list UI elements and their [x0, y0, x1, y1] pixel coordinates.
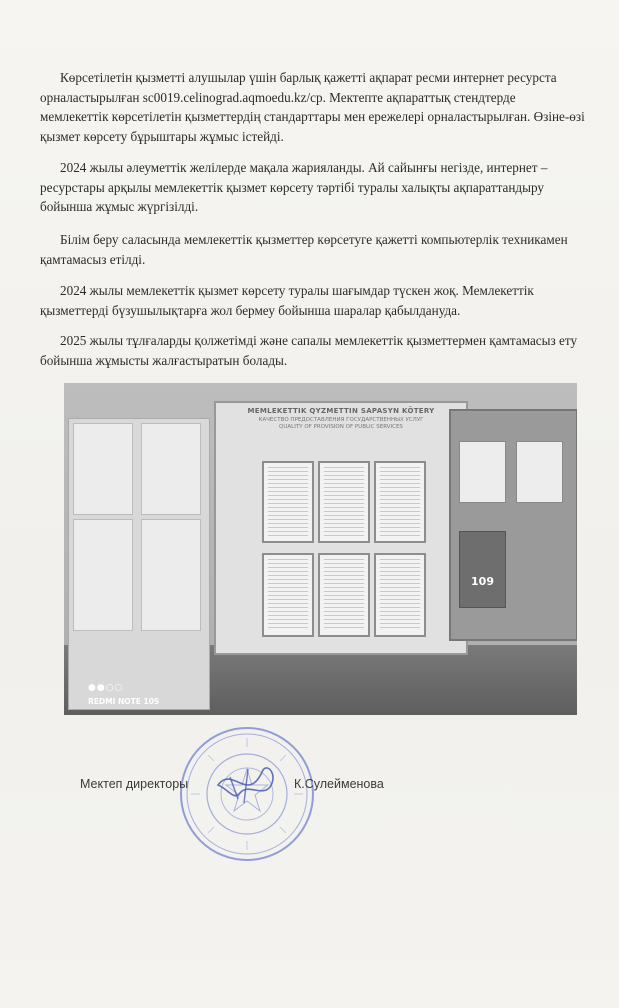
- door-pane: [73, 423, 133, 515]
- info-stand-photo: [64, 383, 577, 715]
- side-document: [516, 441, 563, 503]
- photo-dots: ●●○○: [88, 683, 124, 693]
- board-document: [318, 553, 370, 637]
- signature-row: [80, 777, 410, 797]
- board-title: MEMLEKETTIK QYZMETTIN SAPASYN KÖTERY: [247, 407, 435, 415]
- poster-109: 109: [459, 531, 506, 608]
- door-pane: [141, 519, 201, 631]
- photo-left-door: [68, 418, 210, 710]
- board-document: [374, 461, 426, 543]
- paragraph-info-resources: Көрсетілетін қызметті алушылар үшін барлық қажетті ақпарат ресми интернет ресурста орналастырылған sc0019.celinograd.aqmoedu.kz/cp. Мектепте ақпараттық стендтерде мемлекеттік көрсетілетін қызметтердің стандарттары мен ережелері орналастырылған. Өзіне-өзі қызмет көрсету бұрыштары жұмыс істейді.: [40, 70, 585, 144]
- signature-label: Мектеп директоры: [80, 777, 189, 791]
- paragraph-complaints: 2024 жылы мемлекеттік қызмет көрсету туралы шағымдар түскен жоқ. Мемлекеттік қызметтерді бүзушылықтарға жол бермеу бойынша шаралар қабылдануда.: [40, 283, 534, 318]
- paragraph-plans-2025: 2025 жылы тұлғаларды қолжетімді және сапалы мемлекеттік қызметтермен қамтамасыз ету бойынша жұмысты жалғастыратын болады.: [40, 333, 578, 368]
- board-subtitle: КАЧЕСТВО ПРЕДОСТАВЛЕНИЯ ГОСУДАРСТВЕННЫХ УСЛУГ QUALITY OF PROVISION OF PUBLIC SERVICES: [258, 417, 424, 430]
- side-document: [459, 441, 506, 503]
- board-document: [374, 553, 426, 637]
- door-pane: [141, 423, 201, 515]
- signature-name: К.Сулейменова: [294, 777, 384, 791]
- door-pane: [73, 519, 133, 631]
- service-quality-board: [214, 401, 468, 655]
- paragraph-computer-equipment: Білім беру саласында мемлекеттік қызметтер көрсетуге қажетті компьютерлік техникамен қамтамасыз етілді.: [40, 232, 568, 267]
- board-document: [262, 461, 314, 543]
- paragraph-social-media: 2024 жылы әлеуметтік желілерде мақала жарияланды. Ай сайынғы негізде, интернет – ресурстары арқылы мемлекеттік қызмет көрсету тәртібі туралы халықты ақпараттандыру бойынша жұмыс жүргізілді.: [40, 160, 548, 214]
- camera-watermark: REDMI NOTE 10S: [88, 697, 160, 706]
- board-document: [318, 461, 370, 543]
- board-document: [262, 553, 314, 637]
